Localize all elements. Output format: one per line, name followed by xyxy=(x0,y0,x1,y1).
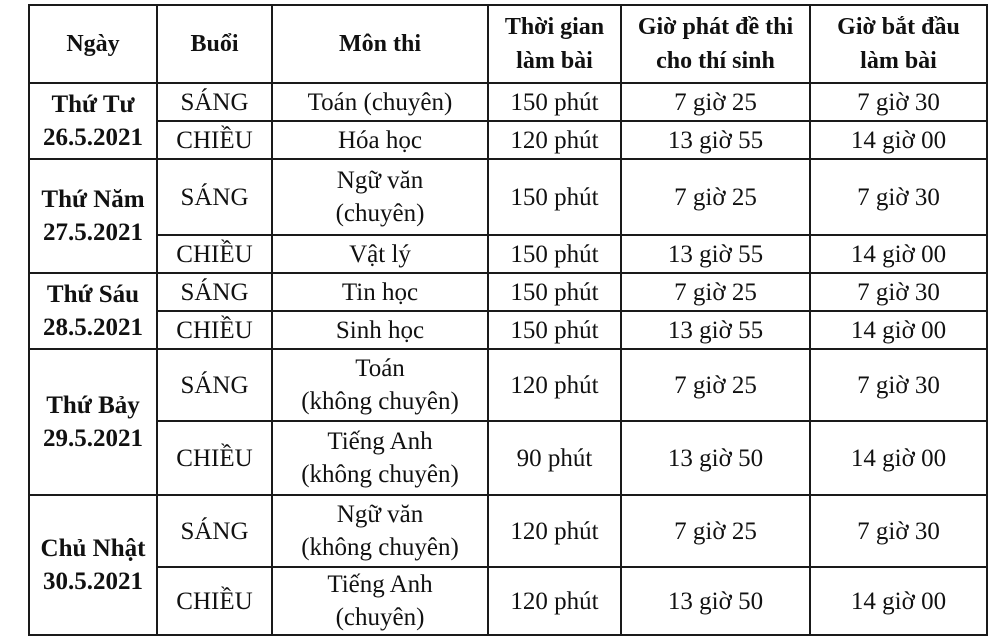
header-row xyxy=(29,5,987,83)
table-body xyxy=(29,83,987,635)
distribute-time-cell: 13 giờ 55 xyxy=(621,235,810,273)
session-cell: CHIỀU xyxy=(157,235,272,273)
distribute-time-cell: 7 giờ 25 xyxy=(621,349,810,421)
subject-line: (không chuyên) xyxy=(301,534,459,561)
day-cell xyxy=(29,83,157,159)
header-session: Buổi xyxy=(157,5,272,83)
subject-line: Sinh học xyxy=(335,316,425,344)
day-date: 30.5.2021 xyxy=(43,568,143,595)
duration-cell: 150 phút xyxy=(488,311,621,349)
subject-line: (không chuyên) xyxy=(301,461,459,488)
subject-line: Vật lý xyxy=(349,240,411,268)
start-time-cell: 14 giờ 00 xyxy=(810,567,987,635)
header-distribute-line-1: Giờ phát đề thi xyxy=(637,14,794,40)
day-name: Thứ Tư xyxy=(51,91,135,118)
session-cell: SÁNG xyxy=(157,83,272,121)
header-start-line-1: Giờ bắt đầu xyxy=(837,14,960,40)
day-cell xyxy=(29,273,157,349)
duration-cell: 120 phút xyxy=(488,349,621,421)
start-time-cell: 14 giờ 00 xyxy=(810,235,987,273)
start-time-cell: 14 giờ 00 xyxy=(810,121,987,159)
session-cell: SÁNG xyxy=(157,273,272,311)
duration-cell: 120 phút xyxy=(488,121,621,159)
duration-cell: 120 phút xyxy=(488,495,621,567)
header-duration xyxy=(488,5,621,83)
header-subject: Môn thi xyxy=(272,5,488,83)
day-cell xyxy=(29,159,157,273)
start-time-cell: 14 giờ 00 xyxy=(810,421,987,495)
subject-line: (chuyên) xyxy=(335,604,425,631)
table-row xyxy=(29,235,987,273)
session-cell: CHIỀU xyxy=(157,121,272,159)
header-duration-line-1: Thời gian xyxy=(504,14,605,40)
subject-cell xyxy=(272,567,488,635)
distribute-time-cell: 13 giờ 50 xyxy=(621,567,810,635)
subject-cell xyxy=(272,159,488,235)
subject-line: Ngữ văn xyxy=(336,167,424,194)
day-cell xyxy=(29,495,157,635)
table-row xyxy=(29,421,987,495)
subject-line: Ngữ văn xyxy=(336,501,424,528)
subject-line: Toán xyxy=(355,355,405,382)
duration-cell: 120 phút xyxy=(488,567,621,635)
table-row xyxy=(29,311,987,349)
subject-cell xyxy=(272,495,488,567)
table-row xyxy=(29,567,987,635)
distribute-time-cell: 7 giờ 25 xyxy=(621,495,810,567)
duration-cell: 150 phút xyxy=(488,159,621,235)
day-date: 26.5.2021 xyxy=(43,124,143,151)
distribute-time-cell: 13 giờ 55 xyxy=(621,121,810,159)
table-row xyxy=(29,273,987,311)
subject-cell xyxy=(272,349,488,421)
subject-cell xyxy=(272,235,488,273)
subject-cell xyxy=(272,273,488,311)
start-time-cell: 7 giờ 30 xyxy=(810,83,987,121)
exam-schedule-table xyxy=(28,4,988,636)
session-cell: CHIỀU xyxy=(157,421,272,495)
distribute-time-cell: 13 giờ 50 xyxy=(621,421,810,495)
day-date: 27.5.2021 xyxy=(43,219,143,246)
table-row xyxy=(29,159,987,235)
session-cell: CHIỀU xyxy=(157,567,272,635)
day-name: Thứ Năm xyxy=(41,186,145,213)
duration-cell: 150 phút xyxy=(488,83,621,121)
distribute-time-cell: 7 giờ 25 xyxy=(621,159,810,235)
header-start-line-2: làm bài xyxy=(860,48,937,74)
subject-line: Hóa học xyxy=(338,126,422,154)
day-name: Chủ Nhật xyxy=(40,535,146,562)
header-distribute-time xyxy=(621,5,810,83)
subject-line: (không chuyên) xyxy=(301,388,459,415)
subject-line: Toán (chuyên) xyxy=(307,88,453,116)
start-time-cell: 7 giờ 30 xyxy=(810,159,987,235)
day-cell xyxy=(29,349,157,495)
start-time-cell: 7 giờ 30 xyxy=(810,495,987,567)
subject-line: Tiếng Anh xyxy=(327,428,433,455)
header-start-time xyxy=(810,5,987,83)
distribute-time-cell: 7 giờ 25 xyxy=(621,273,810,311)
day-date: 29.5.2021 xyxy=(43,425,143,452)
subject-cell xyxy=(272,421,488,495)
day-name: Thứ Bảy xyxy=(46,392,140,419)
table-row xyxy=(29,83,987,121)
subject-cell xyxy=(272,311,488,349)
table-row xyxy=(29,121,987,159)
subject-line: Tin học xyxy=(341,278,419,306)
start-time-cell: 7 giờ 30 xyxy=(810,349,987,421)
table-row xyxy=(29,349,987,421)
header-duration-line-2: làm bài xyxy=(516,48,593,74)
duration-cell: 150 phút xyxy=(488,273,621,311)
subject-line: (chuyên) xyxy=(335,200,425,227)
header-day: Ngày xyxy=(29,5,157,83)
duration-cell: 90 phút xyxy=(488,421,621,495)
header-distribute-line-2: cho thí sinh xyxy=(656,48,775,74)
table-row xyxy=(29,495,987,567)
subject-line: Tiếng Anh xyxy=(327,571,433,598)
session-cell: SÁNG xyxy=(157,159,272,235)
day-name: Thứ Sáu xyxy=(46,281,140,308)
duration-cell: 150 phút xyxy=(488,235,621,273)
subject-cell xyxy=(272,83,488,121)
session-cell: SÁNG xyxy=(157,349,272,421)
start-time-cell: 14 giờ 00 xyxy=(810,311,987,349)
subject-cell xyxy=(272,121,488,159)
distribute-time-cell: 7 giờ 25 xyxy=(621,83,810,121)
table-header xyxy=(29,5,987,83)
session-cell: CHIỀU xyxy=(157,311,272,349)
distribute-time-cell: 13 giờ 55 xyxy=(621,311,810,349)
start-time-cell: 7 giờ 30 xyxy=(810,273,987,311)
session-cell: SÁNG xyxy=(157,495,272,567)
day-date: 28.5.2021 xyxy=(43,314,143,341)
